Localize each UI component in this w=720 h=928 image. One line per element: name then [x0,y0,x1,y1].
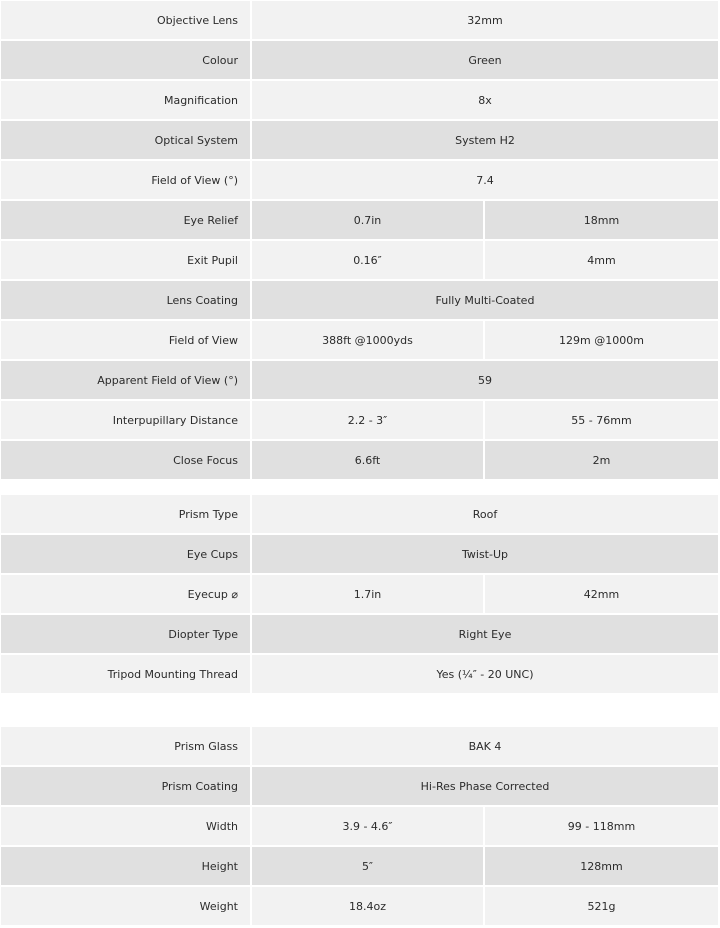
spec-value: Green [252,41,718,79]
spec-label: Colour [1,41,250,79]
spec-row [1,361,718,399]
spec-value-metric: 42mm [485,575,718,613]
spec-value: System H2 [252,121,718,159]
spec-value-imperial: 1.7in [252,575,483,613]
spec-value-imperial: 6.6ft [252,441,483,479]
spec-label: Close Focus [1,441,250,479]
spec-row [1,535,718,573]
spec-label: Tripod Mounting Thread [1,655,250,693]
spec-row [1,41,718,79]
spec-label: Eye Relief [1,201,250,239]
spec-row [1,807,718,845]
spec-row [1,655,718,693]
spec-label: Prism Glass [1,727,250,765]
spec-label: Weight [1,887,250,925]
spec-row [1,121,718,159]
spec-row [1,241,718,279]
spec-label: Width [1,807,250,845]
spec-value: Fully Multi-Coated [252,281,718,319]
spec-value-imperial: 3.9 - 4.6″ [252,807,483,845]
spec-value: 8x [252,81,718,119]
spec-row [1,575,718,613]
spec-value: Right Eye [252,615,718,653]
spec-label: Field of View [1,321,250,359]
spec-value: 32mm [252,1,718,39]
spec-row [1,201,718,239]
spec-value-metric: 521g [485,887,718,925]
spec-row [1,401,718,439]
spec-value-metric: 55 - 76mm [485,401,718,439]
spec-label: Diopter Type [1,615,250,653]
spec-label: Lens Coating [1,281,250,319]
spec-value-metric: 2m [485,441,718,479]
spec-label: Magnification [1,81,250,119]
spec-label: Apparent Field of View (°) [1,361,250,399]
spec-value-metric: 18mm [485,201,718,239]
spec-value-imperial: 0.16″ [252,241,483,279]
spec-value: Roof [252,495,718,533]
spec-label: Prism Type [1,495,250,533]
spec-value-imperial: 2.2 - 3″ [252,401,483,439]
spec-label: Field of View (°) [1,161,250,199]
spec-value: BAK 4 [252,727,718,765]
spec-label: Eye Cups [1,535,250,573]
spec-value: Yes (¼″ - 20 UNC) [252,655,718,693]
spec-value: 7.4 [252,161,718,199]
spec-value: 59 [252,361,718,399]
spec-label: Optical System [1,121,250,159]
spec-row [1,847,718,885]
spec-value: Twist-Up [252,535,718,573]
spec-label: Exit Pupil [1,241,250,279]
spec-row [1,495,718,533]
spec-value-imperial: 0.7in [252,201,483,239]
spec-label: Height [1,847,250,885]
spec-row [1,727,718,765]
spec-value-metric: 4mm [485,241,718,279]
spec-label: Eyecup ⌀ [1,575,250,613]
spec-label: Prism Coating [1,767,250,805]
spec-table-dimensions [1,727,718,927]
spec-value-imperial: 5″ [252,847,483,885]
spec-table-optics [1,1,718,481]
spec-row [1,281,718,319]
spec-row [1,887,718,925]
spec-value-metric: 129m @1000m [485,321,718,359]
spec-value: Hi-Res Phase Corrected [252,767,718,805]
spec-value-imperial: 18.4oz [252,887,483,925]
spec-row [1,767,718,805]
spec-row [1,321,718,359]
spec-label: Objective Lens [1,1,250,39]
spec-label: Interpupillary Distance [1,401,250,439]
spec-row [1,81,718,119]
spec-row [1,615,718,653]
spec-value-imperial: 388ft @1000yds [252,321,483,359]
spec-table-features [1,495,718,695]
spec-value-metric: 99 - 118mm [485,807,718,845]
spec-row [1,441,718,479]
spec-row [1,1,718,39]
spec-row [1,161,718,199]
spec-value-metric: 128mm [485,847,718,885]
